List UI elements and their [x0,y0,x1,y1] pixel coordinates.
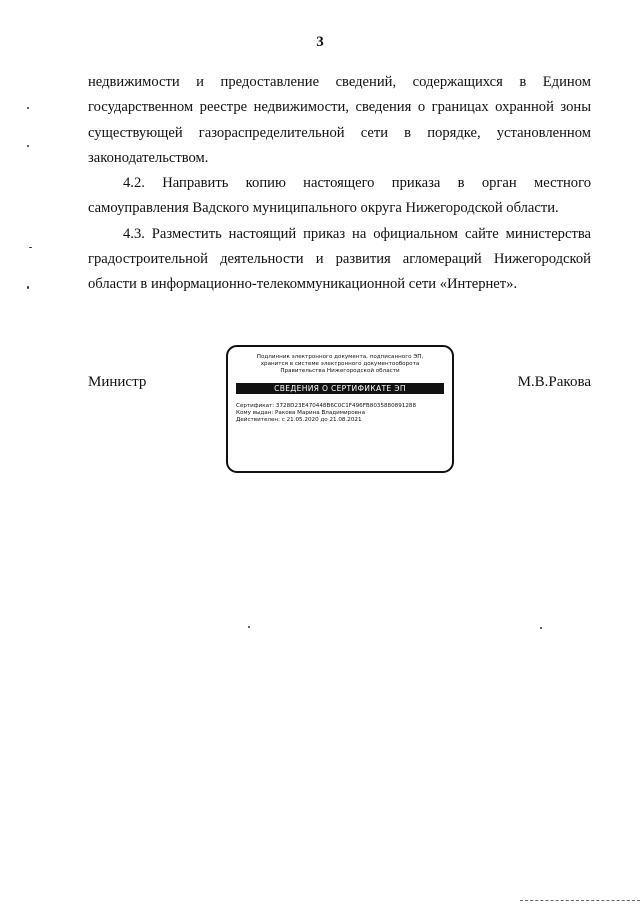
page-number: 3 [316,34,324,50]
scan-speck [27,286,29,289]
stamp-details [236,403,444,424]
stamp-validity: Действителен: с 21.05.2020 до 21.08.2021 [236,417,362,423]
electronic-signature-stamp [226,345,454,473]
stamp-header-line: Подлинник электронного документа, подписанного ЭП, [256,354,424,360]
signatory-name: М.В.Ракова [517,374,591,390]
stamp-issued-to: Кому выдан: Ракова Марина Владимировна [236,410,365,416]
scan-speck [248,626,250,628]
stamp-header-line: хранится в системе электронного документооборота [260,361,420,367]
scan-edge-line [520,900,640,901]
paragraph-4-2: 4.2. Направить копию настоящего приказа в орган местного самоуправления Вадского муниципального округа Нижегородской области. [88,175,591,217]
scan-speck [540,627,542,629]
stamp-title-bar: СВЕДЕНИЯ О СЕРТИФИКАТЕ ЭП [236,383,444,394]
scan-speck [27,145,29,147]
stamp-header [236,354,444,375]
stamp-certificate: Сертификат: 3728D23E470448B6C0C1F496FB8035880891288 [236,403,417,409]
scan-speck [27,107,29,109]
paragraph-continuation: недвижимости и предоставление сведений, содержащихся в Едином государственном реестре недвижимости, сведения о границах охранной зоны существующей газораспределительной сети в порядке, установленном законодательством. [88,74,591,166]
document-body [88,70,591,298]
paragraph-4-3: 4.3. Разместить настоящий приказ на официальном сайте министерства градостроительной деятельности и развития агломераций Нижегородской области в информационно-телекоммуникационной сети «Интернет». [88,225,591,293]
signatory-position: Министр [88,374,147,390]
scan-speck [29,247,32,248]
stamp-header-line: Правительства Нижегородской области [280,368,400,374]
